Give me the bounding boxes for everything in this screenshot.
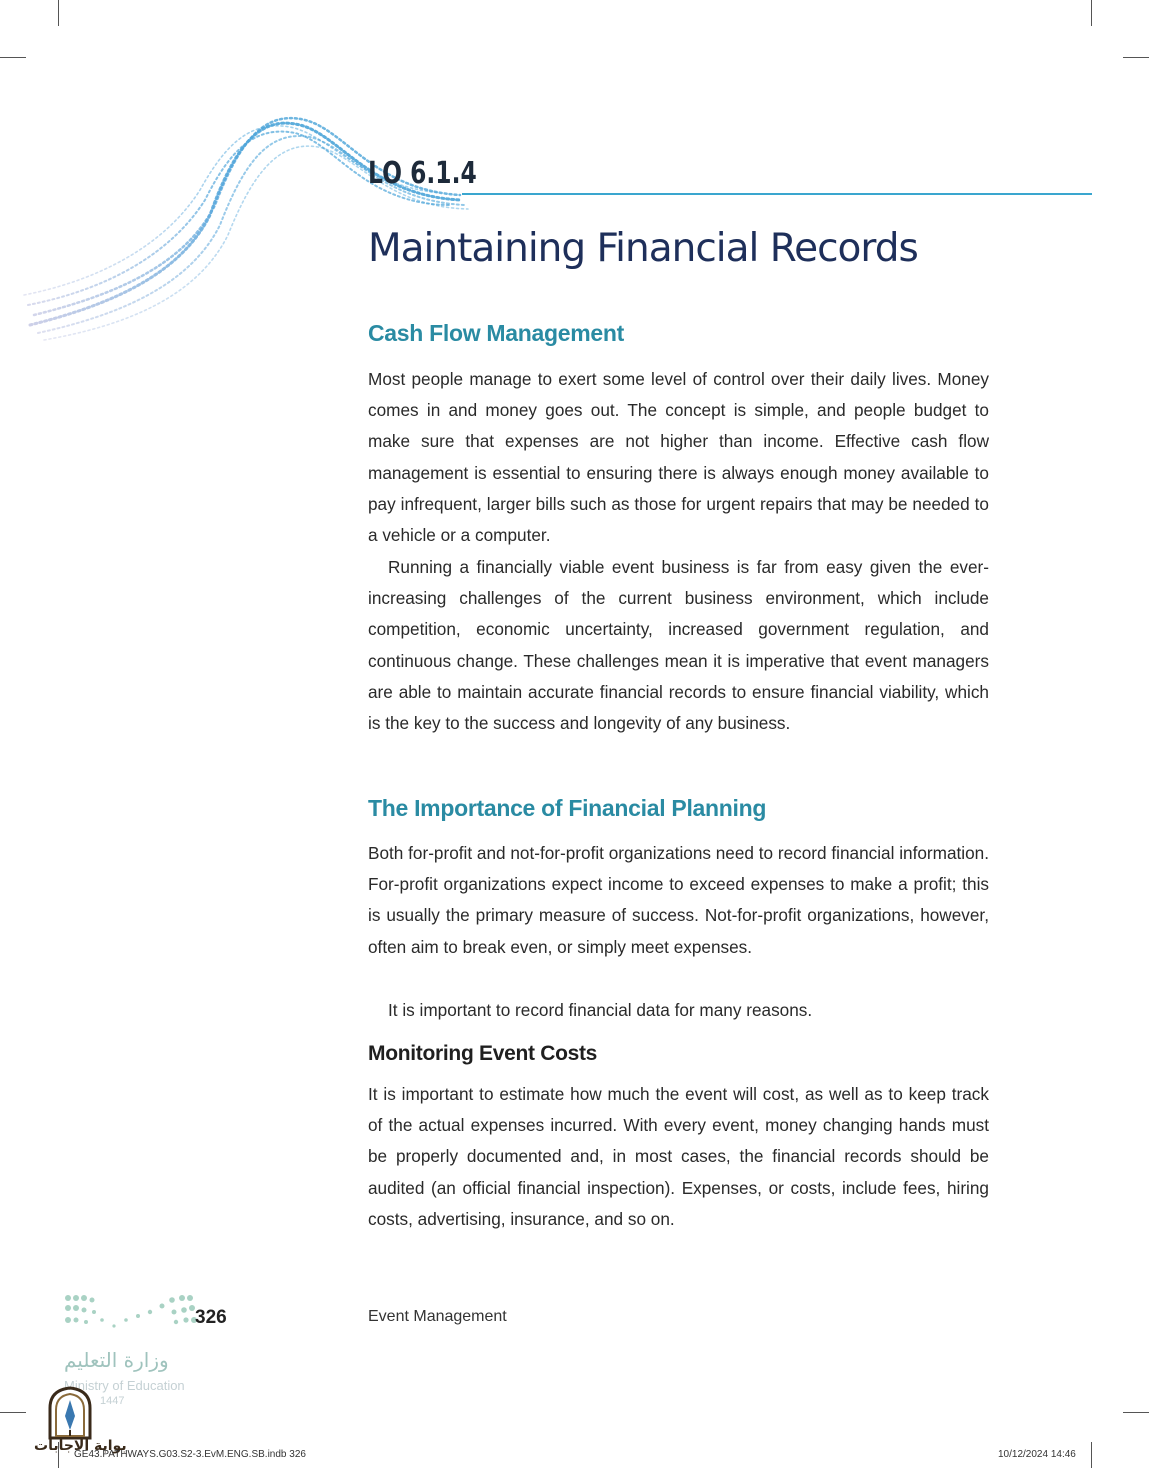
crop-mark [1123, 1412, 1149, 1413]
ministry-name-english: Ministry of Education [64, 1378, 185, 1393]
body-paragraph: Most people manage to exert some level of control over their daily lives. Money comes in and money goes out. The concept is simple, and people budget to make sure that expenses are not higher than income. Effective cash flow management is essential to ensuring there is always enough money available to pay infrequent, larger bills such as those for urgent repairs that may be needed to a vehicle or a computer. [368, 369, 989, 546]
body-paragraph: Running a financially viable event business is far from easy given the ever-increasing challenges of the current business environment, which include competition, economic uncertainty, increased government regulation, and continuous change. These challenges mean it is imperative that event managers are able to maintain accurate financial records to ensure financial viability, which is the key to the success and longevity of any business. [368, 557, 989, 734]
site-seal-icon [44, 1386, 96, 1440]
subsection-heading: Monitoring Event Costs [368, 1042, 598, 1065]
section-heading: Cash Flow Management [368, 320, 624, 346]
print-slug-file: GE43.PATHWAYS.G03.S2-3.EvM.ENG.SB.indb 326 [74, 1449, 306, 1460]
book-title: Event Management [368, 1308, 507, 1325]
section-heading: The Importance of Financial Planning [368, 795, 767, 821]
ministry-year: 1447 [100, 1395, 125, 1407]
crop-mark [1091, 1442, 1092, 1468]
crop-mark [1091, 0, 1092, 26]
dotted-wave-decoration [20, 105, 480, 345]
page-number: 326 [195, 1307, 227, 1328]
page-title: Maintaining Financial Records [368, 226, 918, 271]
crop-mark [0, 57, 26, 58]
lesson-code: LO 6.1.4 [368, 156, 477, 191]
print-slug-date: 10/12/2024 14:46 [998, 1449, 1076, 1460]
body-paragraph: Both for-profit and not-for-profit organizations need to record financial information. For-profit organizations expect income to exceed expenses to make a profit; this is usually the primary measure of success. Not-for-profit organizations, however, often aim to break even, or simply meet expenses. [368, 843, 989, 957]
body-paragraph: It is important to record financial data for many reasons. [388, 1000, 813, 1020]
site-name: بوابة الاجابات [34, 1438, 127, 1454]
body-paragraph: It is important to estimate how much the event will cost, as well as to keep track of the actual expenses incurred. With every event, money changing hands must be properly documented and, in most cases, the financial records should be audited (an official financial inspection). Expenses, or costs, include fees, hiring costs, advertising, insurance, and so on. [368, 1084, 989, 1229]
ministry-dots-logo [62, 1290, 202, 1330]
heading-rule [462, 193, 1092, 195]
crop-mark [1123, 57, 1149, 58]
crop-mark [58, 0, 59, 26]
crop-mark [0, 1412, 26, 1413]
ministry-name-arabic: وزارة التعليم [64, 1348, 169, 1372]
